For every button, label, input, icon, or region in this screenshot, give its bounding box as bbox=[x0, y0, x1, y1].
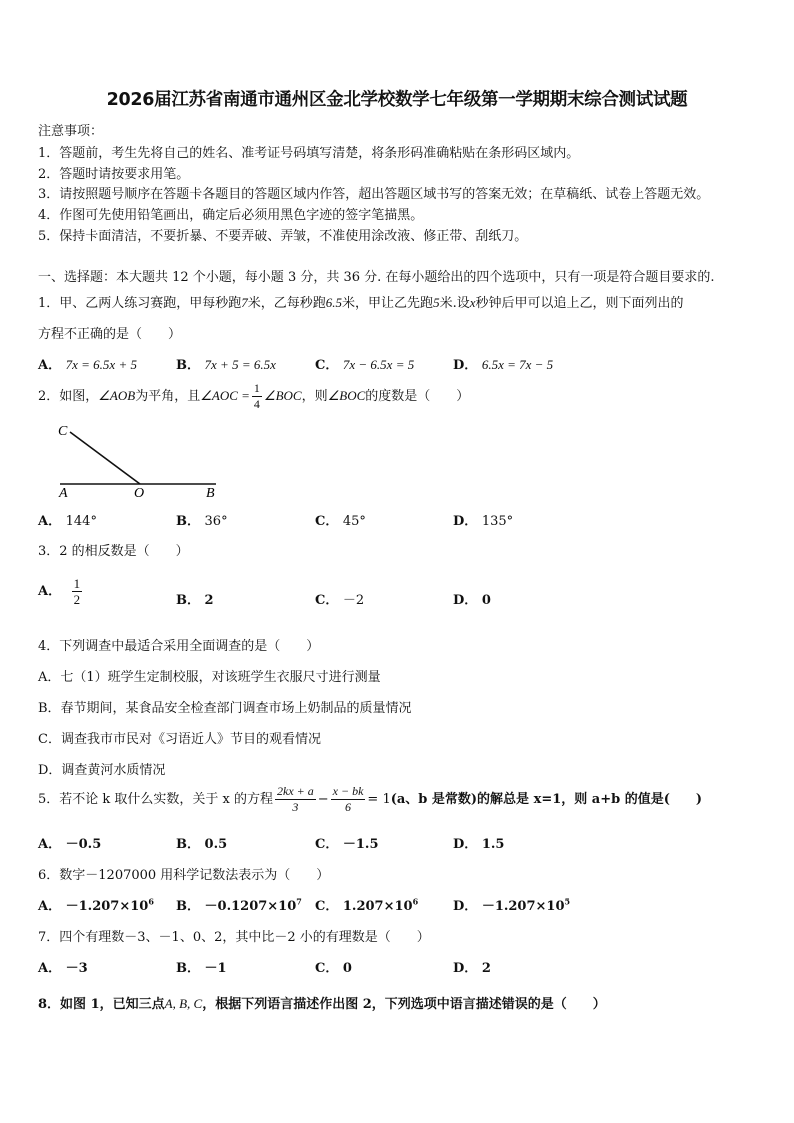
question-5-stem: 5．若不论 k 取什么实数，关于 x 的方程 $\frac{2kx + a}{3}$ − $\frac{x - bk}{6}$ = 1(a、b 是常数)的解总是 x=1，则 a+b 的值是( ) bbox=[38, 784, 703, 814]
q4-option-a[interactable]: A．七（1）班学生定制校服，对该班学生衣服尺寸进行测量 bbox=[38, 670, 381, 685]
q6-option-d[interactable]: D． $-1.207\times 10^5$ bbox=[453, 896, 571, 914]
q3-option-d[interactable]: D． 0 bbox=[453, 593, 491, 608]
q4-option-c[interactable]: C．调查我市市民对《习语近人》节目的观看情况 bbox=[38, 732, 321, 747]
q2-option-d[interactable]: D． 135° bbox=[453, 514, 514, 529]
q6-option-c[interactable]: C． $1.207\times 10^6$ bbox=[315, 896, 419, 914]
q3-option-c[interactable]: C． －2 bbox=[315, 593, 365, 608]
q1-option-d[interactable]: D． 6.5x = 7x − 5 bbox=[453, 357, 554, 373]
question-3-stem: 3．2 的相反数是（ ） bbox=[38, 544, 189, 559]
q5-option-b[interactable]: B． 0.5 bbox=[176, 837, 228, 852]
label-o: O bbox=[134, 486, 145, 500]
question-2-stem: 2．如图，∠AOB为平角，且∠AOC = $\frac{1}{4}$ ∠BOC，则∠BOC的度数是（ ） bbox=[38, 381, 470, 411]
q5-option-c[interactable]: C． －1.5 bbox=[315, 837, 379, 852]
q7-option-b[interactable]: B． －1 bbox=[176, 961, 227, 976]
angle-diagram bbox=[56, 420, 226, 500]
note-item: 3．请按照题号顺序在答题卡各题目的答题区域内作答，超出答题区域书写的答案无效；在草稿纸、试卷上答题无效。 bbox=[38, 187, 710, 202]
exam-title: 2026届江苏省南通市通州区金北学校数学七年级第一学期期末综合测试试题 bbox=[106, 90, 688, 110]
section-heading: 一、选择题：本大题共 12 个小题，每小题 3 分，共 36 分. 在每小题给出的四个选项中，只有一项是符合题目要求的. bbox=[38, 270, 715, 285]
q1-option-c[interactable]: C． 7x − 6.5x = 5 bbox=[315, 357, 415, 373]
note-item: 2．答题时请按要求用笔。 bbox=[38, 167, 190, 182]
q5-option-d[interactable]: D． 1.5 bbox=[453, 837, 505, 852]
question-6-stem: 6．数字－1207000 用科学记数法表示为（ ） bbox=[38, 868, 330, 883]
question-1-stem: 1．甲、乙两人练习赛跑，甲每秒跑7米，乙每秒跑6.5米，甲让乙先跑5米.设x秒钟后甲可以追上乙，则下面列出的 bbox=[38, 295, 684, 311]
note-item: 5．保持卡面清洁，不要折暴、不要弄破、弄皱，不准使用涂改液、修正带、刮纸刀。 bbox=[38, 229, 528, 244]
question-8-stem: 8．如图 1，已知三点A, B, C，根据下列语言描述作出图 2，下列选项中语言描述错误的是（ ） bbox=[38, 996, 606, 1012]
q7-option-c[interactable]: C． 0 bbox=[315, 961, 352, 976]
ray-oc bbox=[70, 432, 140, 484]
question-1-stem-cont: 方程不正确的是（ ） bbox=[38, 327, 182, 342]
q7-option-d[interactable]: D． 2 bbox=[453, 961, 491, 976]
q5-option-a[interactable]: A． －0.5 bbox=[38, 837, 102, 852]
q3-option-a[interactable]: A． $\frac{1}{2}$ bbox=[38, 576, 81, 607]
q2-option-b[interactable]: B． 36° bbox=[176, 514, 228, 529]
question-7-stem: 7．四个有理数－3、－1、0、2，其中比－2 小的有理数是（ ） bbox=[38, 930, 430, 945]
question-4-stem: 4．下列调查中最适合采用全面调查的是（ ） bbox=[38, 639, 320, 654]
label-c: C bbox=[58, 424, 68, 439]
label-b: B bbox=[206, 486, 215, 500]
q7-option-a[interactable]: A． －3 bbox=[38, 961, 88, 976]
q3-option-b[interactable]: B． 2 bbox=[176, 593, 214, 608]
q6-option-b[interactable]: B． $-0.1207\times 10^7$ bbox=[176, 896, 302, 914]
note-item: 4．作图可先使用铅笔画出，确定后必须用黑色字迹的签字笔描黑。 bbox=[38, 208, 424, 223]
q4-option-b[interactable]: B．春节期间，某食品安全检查部门调查市场上奶制品的质量情况 bbox=[38, 701, 412, 716]
q4-option-d[interactable]: D．调查黄河水质情况 bbox=[38, 763, 166, 778]
q1-option-b[interactable]: B． 7x + 5 = 6.5x bbox=[176, 357, 276, 373]
q2-option-a[interactable]: A． 144° bbox=[38, 514, 97, 529]
q6-option-a[interactable]: A． $-1.207\times 10^6$ bbox=[38, 896, 154, 914]
notes-heading: 注意事项： bbox=[38, 124, 104, 139]
note-item: 1．答题前，考生先将自己的姓名、准考证号码填写清楚，将条形码准确粘贴在条形码区域内。 bbox=[38, 146, 580, 161]
q1-option-a[interactable]: A． 7x = 6.5x + 5 bbox=[38, 357, 137, 373]
q2-option-c[interactable]: C． 45° bbox=[315, 514, 366, 529]
label-a: A bbox=[59, 486, 68, 500]
